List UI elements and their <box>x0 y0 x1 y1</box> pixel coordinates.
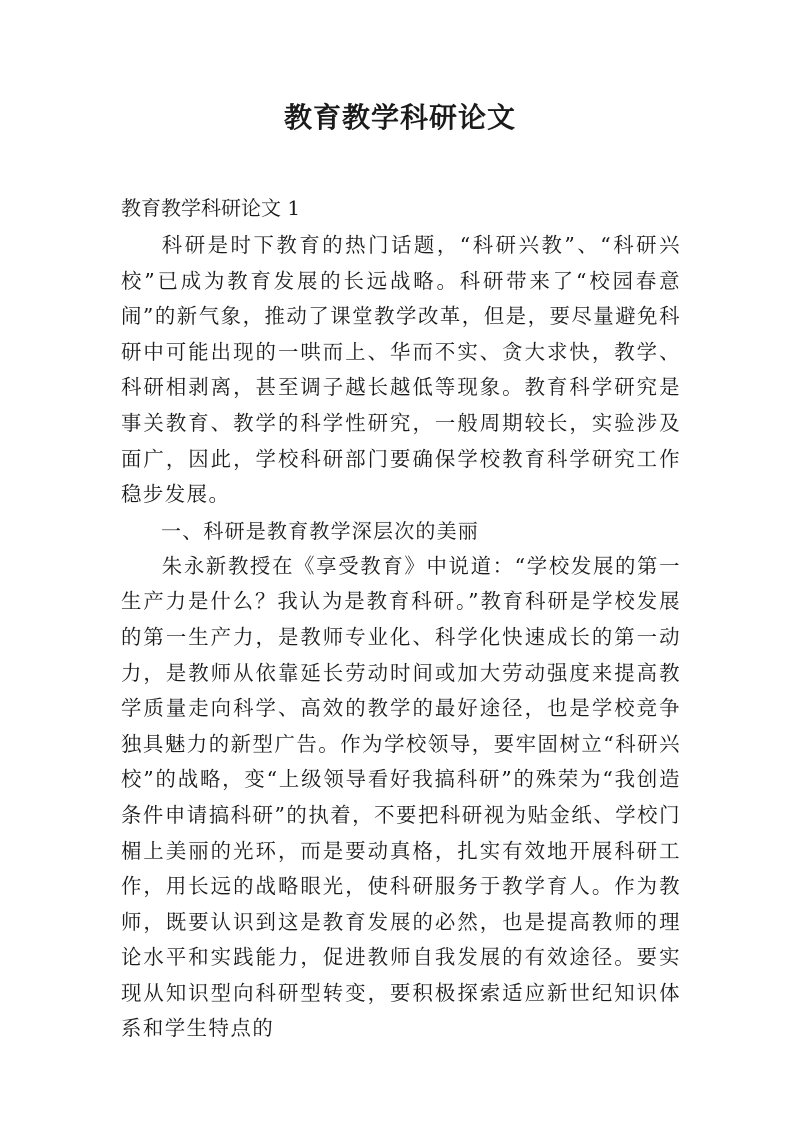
document-subtitle: 教育教学科研论文 1 <box>121 196 301 220</box>
paragraph-intro: 科研是时下教育的热门话题，“科研兴教”、“科研兴校”已成为教育发展的长远战略。科研带来了“校园春意闹”的新气象，推动了课堂教学改革，但是，要尽量避免科研中可能出现的一哄而上、华而不实、贪大求快，教学、科研相剥离，甚至调子越长越低等现象。教育科学研究是事关教育、教学的科学性研究，一般周期较长，实验涉及面广，因此，学校科研部门要确保学校教育科学研究工作稳步发展。 <box>121 233 681 507</box>
document-title: 教育教学科研论文 <box>283 101 516 134</box>
paragraph-body: 朱永新教授在《享受教育》中说道：“学校发展的第一生产力是什么？我认为是教育科研。”教育科研是学校发展的第一生产力，是教师专业化、科学化快速成长的第一动力，是教师从依靠延长劳动时间或加大劳动强度来提高教学质量走向科学、高效的教学的最好途径，也是学校竞争独具魅力的新型广告。作为学校领导，要牢固树立“科研兴校”的战略，变“上级领导看好我搞科研”的殊荣为“我创造条件申请搞科研”的执着，不要把科研视为贴金纸、学校门楣上美丽的光环，而是要动真格，扎实有效地开展科研工作，用长远的战略眼光，使科研服务于教学育人。作为教师，既要认识到这是教育发展的必然，也是提高教师的理论水平和实践能力，促进教师自我发展的有效途径。要实现从知识型向科研型转变，要积极探索适应新世纪知识体系和学生特点的 <box>121 553 681 1041</box>
section-heading: 一、科研是教育教学深层次的美丽 <box>161 518 479 543</box>
document-body <box>121 188 681 1047</box>
